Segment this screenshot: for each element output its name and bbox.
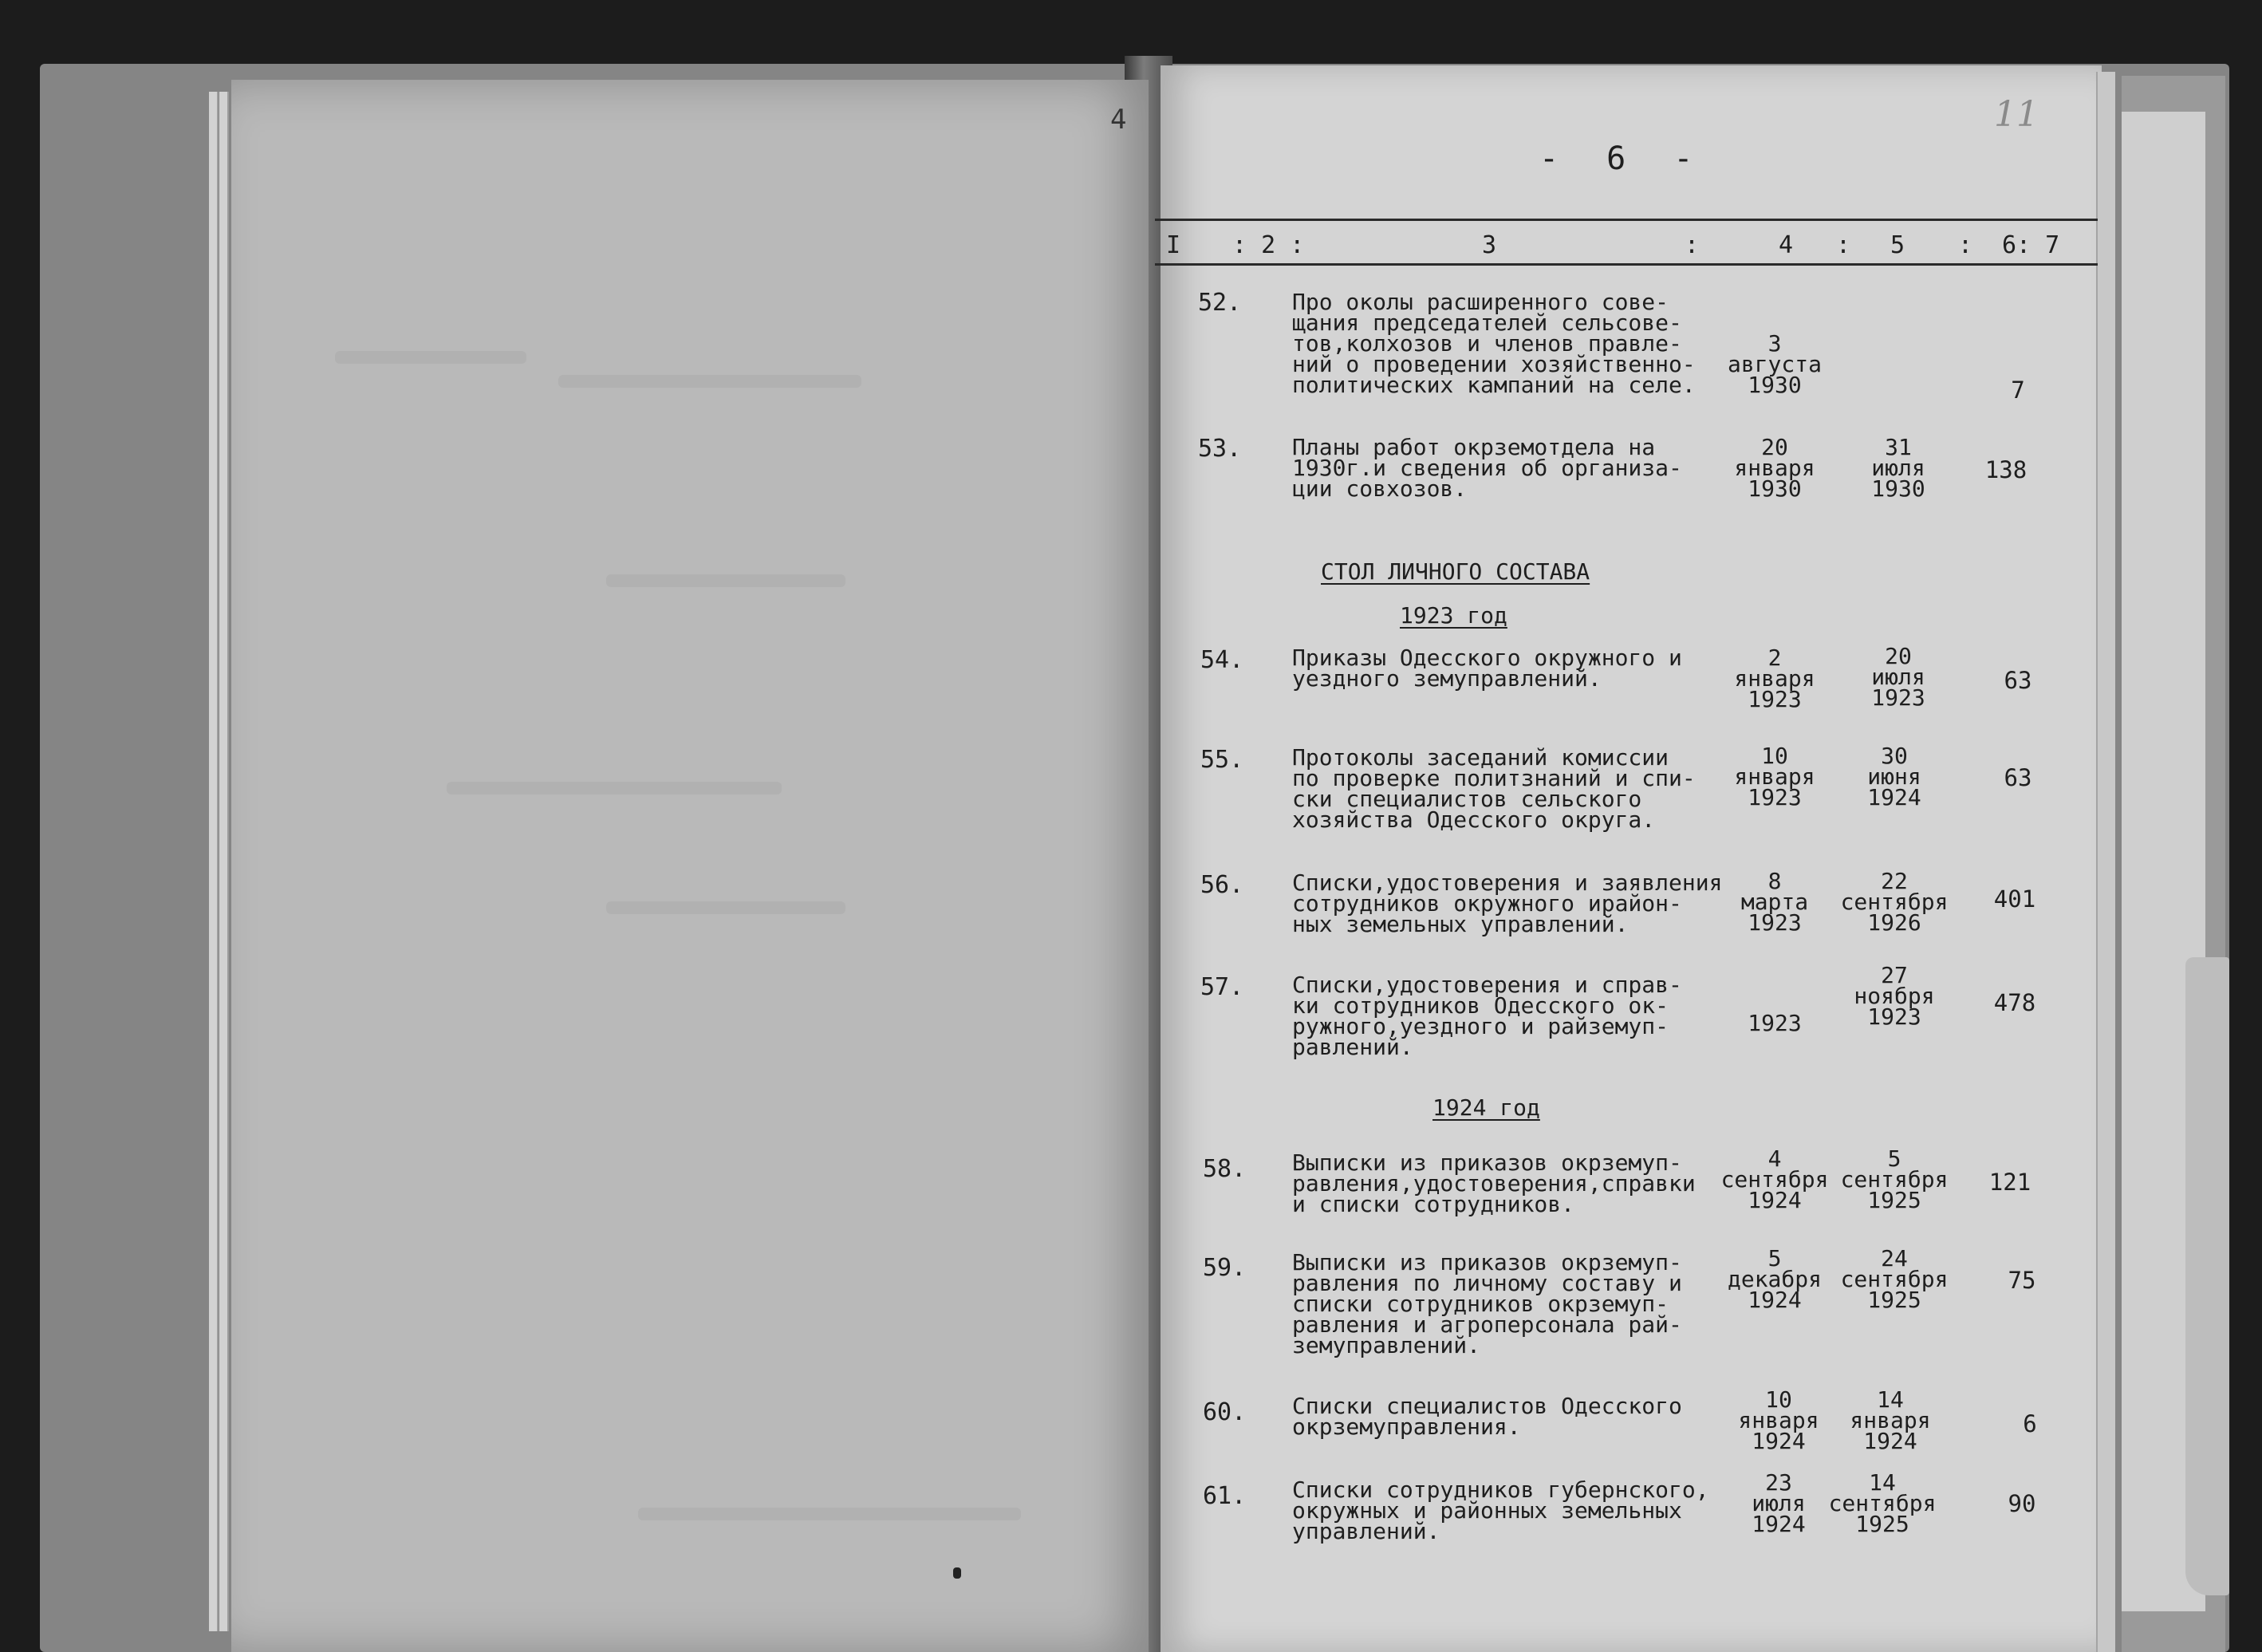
entry-number: 59. [1203, 1254, 1247, 1282]
entry-start-date: 1923 [1748, 1010, 1802, 1036]
entry-sheet-count: 7 [2011, 377, 2025, 404]
entry-end-date: 5 сентября 1925 [1840, 1145, 1949, 1213]
entry-end-date: 30 июня 1924 [1867, 743, 1921, 810]
col-header-6-7: 6: 7 [2002, 231, 2060, 259]
entry-description: Списки сотрудников губернского, окружных и районных земельных управлений. [1292, 1477, 1709, 1544]
entry-description: Протоколы заседаний комиссии по проверке политзнаний и спи- ски специалистов сельского хозяйства Одесского округа. [1292, 744, 1696, 833]
entry-description: Приказы Одесского окружного и уездного земуправлений. [1292, 645, 1682, 692]
entry-description: Про околы расширенного сове- щания председателей сельсове- тов,колхозов и членов правле- ний о проведении хозяйственно- политических кампаний на селе. [1292, 289, 1696, 398]
entry-number: 52. [1198, 289, 1242, 317]
entry-sheet-count: 90 [2008, 1490, 2036, 1517]
entry-number: 53. [1198, 435, 1242, 463]
entry-end-date: 20 июля 1923 [1871, 643, 1925, 711]
entry-start-date: 3 августа 1930 [1727, 330, 1822, 398]
entry-sheet-count: 63 [2004, 667, 2032, 694]
header-rule-bottom [1155, 263, 2098, 266]
section-heading: СТОЛ ЛИЧНОГО СОСТАВА [1321, 558, 1590, 585]
entry-start-date: 20 января 1930 [1734, 434, 1815, 502]
entry-description: Списки,удостоверения и заявления сотрудников окружного ирайон- ных земельных управлений. [1292, 869, 1723, 937]
entry-start-date: 2 января 1923 [1734, 645, 1815, 712]
entry-start-date: 23 июля 1924 [1752, 1469, 1806, 1537]
entry-sheet-count: 478 [1993, 989, 2036, 1016]
entry-number: 54. [1200, 646, 1244, 674]
entry-start-date: 10 января 1923 [1734, 743, 1815, 810]
col-header-1: I [1166, 231, 1181, 259]
pencil-folio-number: 11 [1994, 94, 2039, 135]
entry-number: 57. [1200, 973, 1244, 1001]
entry-start-date: 5 декабря 1924 [1727, 1245, 1822, 1313]
entry-end-date: 14 сентября 1925 [1828, 1469, 1937, 1537]
col-header-3: 3 [1482, 231, 1497, 259]
header-rule-top [1155, 219, 2098, 221]
entry-number: 60. [1203, 1398, 1247, 1426]
section-year: 1923 год [1400, 602, 1507, 629]
entry-description: Списки специалистов Одесского окрземуправления. [1292, 1393, 1682, 1440]
col-separator: : [1685, 231, 1700, 259]
entry-sheet-count: 6 [2023, 1410, 2037, 1437]
entry-end-date: 22 сентября 1926 [1840, 868, 1949, 936]
entry-sheet-count: 75 [2008, 1267, 2036, 1294]
col-header-2: : 2 : [1232, 231, 1305, 259]
entry-number: 56. [1200, 871, 1244, 899]
entry-sheet-count: 401 [1993, 885, 2036, 913]
entry-description: Планы работ окрземотдела на 1930г.и сведения об организа- ции совхозов. [1292, 434, 1682, 502]
entry-end-date: 31 июля 1930 [1871, 434, 1925, 502]
entry-start-date: 4 сентября 1924 [1720, 1145, 1829, 1213]
entry-start-date: 10 января 1924 [1738, 1386, 1819, 1454]
entry-end-date: 14 января 1924 [1850, 1386, 1931, 1454]
entry-description: Выписки из приказов окрземуп- равления,удостоверения,справки и списки сотрудников. [1292, 1149, 1696, 1217]
col-separator: : [1836, 231, 1851, 259]
page-number: - 6 - [1539, 140, 1708, 177]
entry-sheet-count: 121 [1988, 1169, 2031, 1196]
entry-number: 61. [1203, 1482, 1247, 1510]
col-header-4: 4 [1779, 231, 1794, 259]
col-separator: : [1958, 231, 1973, 259]
col-header-5: 5 [1890, 231, 1905, 259]
entry-description: Списки,удостоверения и справ- ки сотрудников Одесского ок- ружного,уездного и райземуп- равлений. [1292, 972, 1682, 1060]
entry-start-date: 8 марта 1923 [1740, 868, 1809, 936]
entry-number: 55. [1200, 746, 1244, 774]
entry-end-date: 27 ноября 1923 [1854, 962, 1935, 1030]
corner-mark: 4 [1110, 104, 1127, 136]
entry-description: Выписки из приказов окрземуп- равления по личному составу и списки сотрудников окрземуп- равления и агроперсонала рай- земуправлений. [1292, 1249, 1682, 1358]
entry-number: 58. [1203, 1155, 1247, 1183]
entry-sheet-count: 63 [2004, 764, 2032, 791]
entry-sheet-count: 138 [1984, 456, 2028, 483]
section-year: 1924 год [1432, 1094, 1540, 1121]
entry-end-date: 24 сентября 1925 [1840, 1245, 1949, 1313]
